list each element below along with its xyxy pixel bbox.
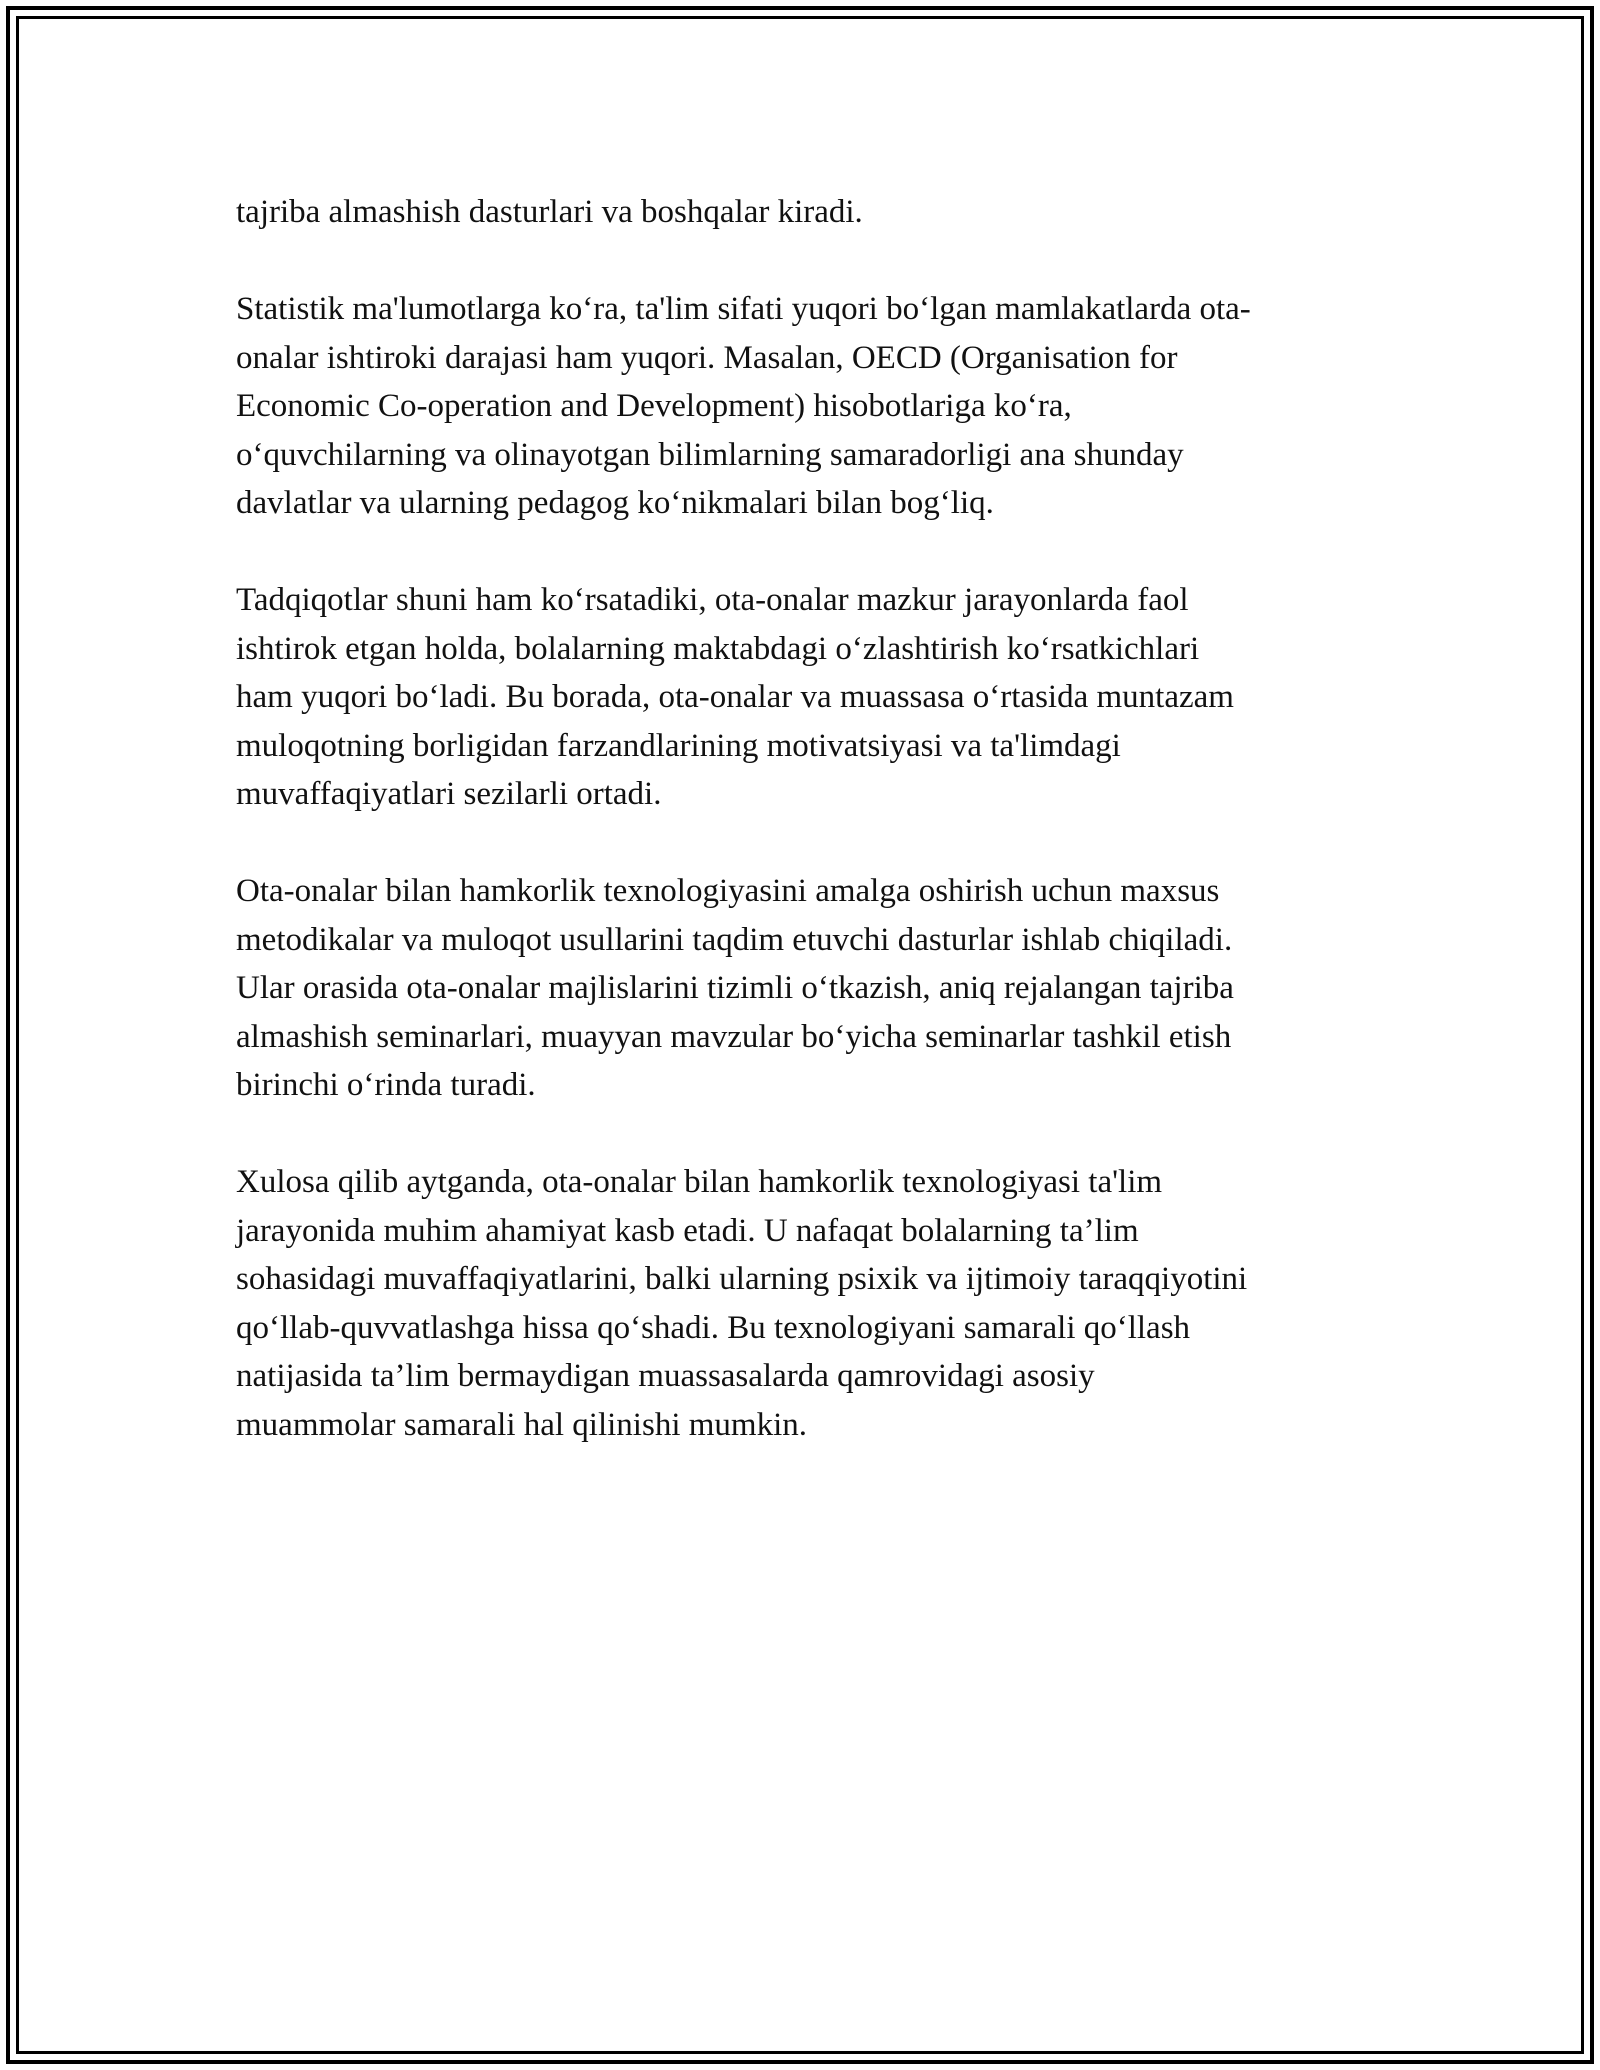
paragraph-3: Tadqiqotlar shuni ham ko‘rsatadiki, ota-onalar mazkur jarayonlarda faol ishtirok etgan holda, bolalarning maktabdagi o‘zlashtirish ko‘rsatkichlari ham yuqori bo‘ladi. Bu borada, ota-onalar va muassasa o‘rtasida muntazam muloqotning borligidan farzandlarining motivatsiyasi va ta'limdagi muvaffaqiyatlari sezilarli ortadi. [236,582,1234,812]
paragraph-4: Ota-onalar bilan hamkorlik texnologiyasini amalga oshirish uchun maxsus metodikalar va muloqot usullarini taqdim etuvchi dasturlar ishlab chiqiladi. Ular orasida ota-onalar majlislarini tizimli o‘tkazish, aniq rejalangan tajriba almashish seminarlari, muayyan mavzular bo‘yicha seminarlar tashkil etish birinchi o‘rinda turadi. [236,873,1234,1103]
paragraph-2: Statistik ma'lumotlarga ko‘ra, ta'lim sifati yuqori bo‘lgan mamlakatlarda ota- onalar ishtiroki darajasi ham yuqori. Masalan, OECD (Organisation for Economic Co-operation and Development) hisobotlariga ko‘ra, o‘quvchilarning va olinayotgan bilimlarning samaradorligi ana shunday davlatlar va ularning pedagog ko‘nikmalari bilan bog‘liq. [236,291,1251,521]
paragraph-1: tajriba almashish dasturlari va boshqalar kiradi. [236,194,863,230]
paragraph-5: Xulosa qilib aytganda, ota-onalar bilan hamkorlik texnologiyasi ta'lim jarayonida muhim ahamiyat kasb etadi. U nafaqat bolalarning ta’lim sohasidagi muvaffaqiyatlarini, balki ularning psixik va ijtimoiy taraqqiyotini qo‘llab-quvvatlashga hissa qo‘shadi. Bu texnologiyani samarali qo‘llash natijasida ta’lim bermaydigan muassasalarda qamrovidagi asosiy muammolar samarali hal qilinishi mumkin. [236,1164,1248,1443]
document-body [236,188,1386,1498]
